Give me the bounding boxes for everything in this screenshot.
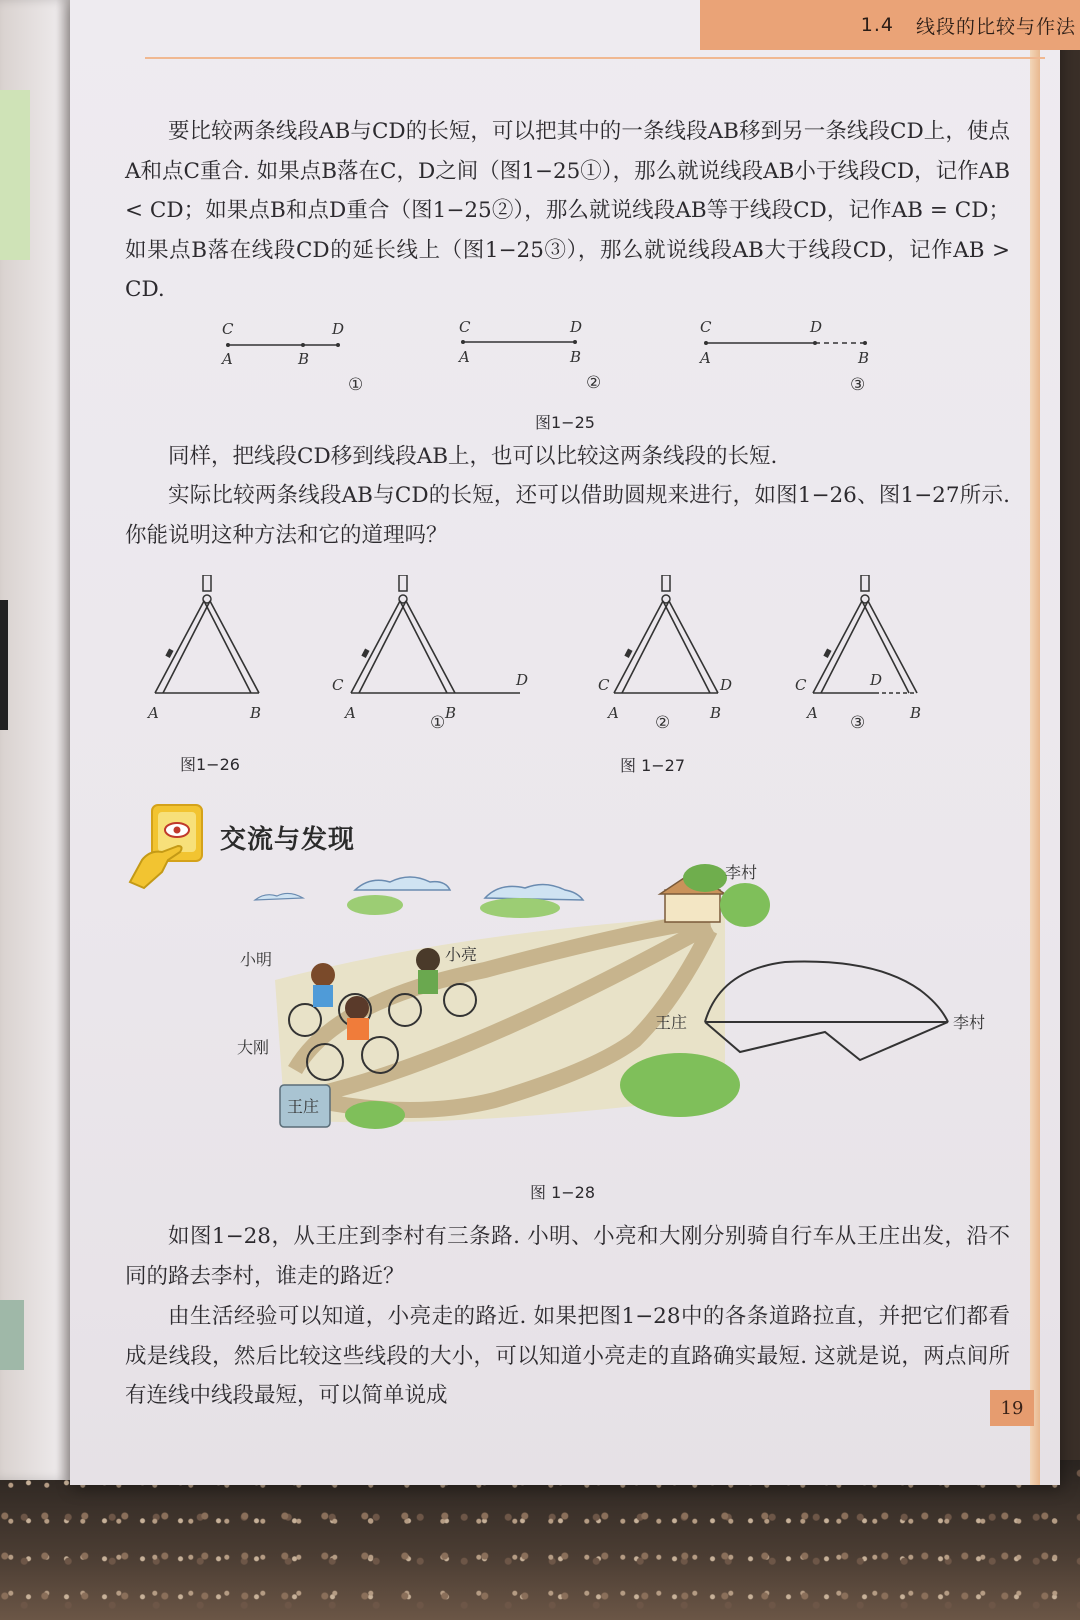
label-c: C: [795, 676, 807, 694]
label-a: A: [345, 704, 356, 722]
sub-label-3: ③: [850, 375, 866, 395]
label-a: A: [608, 704, 619, 722]
label-a: A: [148, 704, 159, 722]
paragraph-move-cd: 同样，把线段CD移到线段AB上，也可以比较这两条线段的长短.: [168, 444, 778, 469]
rider-label-xiaoliang: 小亮: [445, 945, 478, 964]
figure-1-25: [210, 318, 890, 423]
textbook-page: [70, 0, 1076, 1485]
label-b: B: [298, 350, 310, 368]
sub-label-2: ②: [655, 713, 671, 733]
label-a: A: [700, 349, 711, 367]
place-label-end: 李村: [725, 863, 758, 882]
label-c: C: [332, 676, 344, 694]
label-d: D: [570, 318, 583, 336]
section-header-title: 线段的比较与作法: [915, 15, 1076, 38]
label-d: D: [810, 318, 823, 336]
label-b: B: [858, 349, 870, 367]
header-rule: [145, 57, 1045, 59]
label-b: B: [710, 704, 722, 722]
label-c: C: [700, 318, 712, 336]
facing-page-edge: [0, 0, 70, 1480]
label-b: B: [570, 348, 582, 366]
label-c: C: [222, 320, 234, 338]
sub-label-1: ①: [430, 713, 446, 733]
page-edge-stripe: [1030, 0, 1040, 1485]
paragraph-compass: 实际比较两条线段AB与CD的长短，还可以借助圆规来进行，如图1−26、图1−27所示. 你能说明这种方法和它的道理吗？: [125, 483, 1010, 548]
caption-fig-1-26: 图1−26: [180, 755, 240, 774]
caption-fig-1-25: 图1−25: [535, 413, 595, 432]
label-a: A: [807, 704, 818, 722]
paragraph-three-roads: 如图1−28，从王庄到李村有三条路. 小明、小亮和大刚分别骑自行车从王庄出发，沿不同的路去李村，谁走的路近？: [125, 1224, 1010, 1289]
figures-compass: [140, 575, 960, 735]
rider-label-dagang: 大刚: [237, 1038, 270, 1057]
paragraph-segment-comparison: 要比较两条线段AB与CD的长短，可以把其中的一条线段AB移到另一条线段CD上，使点A和点C重合. 如果点B落在C，D之间（图1−25①），那么就说线段AB小于线段CD，记作AB < CD；如果点B和点D重合（图1−25②），那么就说线段AB等于线段CD，记作AB = CD；如果点B落在线段CD的延长线上（图1−25③），那么就说线段AB大于线段CD，记作AB > CD.: [125, 119, 1010, 302]
label-d: D: [720, 676, 733, 694]
label-c: C: [459, 318, 471, 336]
section-number: 1.4: [860, 14, 894, 36]
label-d: D: [332, 320, 345, 338]
label-b: B: [250, 704, 262, 722]
sub-label-2: ②: [586, 373, 602, 393]
figure-1-28-schematic: [655, 950, 995, 1090]
stone-label: 王庄: [287, 1097, 320, 1116]
place-label-start: 王庄: [655, 1013, 688, 1032]
label-d: D: [870, 671, 883, 689]
running-header: [700, 0, 1080, 50]
label-b: B: [910, 704, 922, 722]
rider-label-xiaoming: 小明: [240, 950, 273, 969]
page-number: 19: [990, 1390, 1034, 1426]
paragraph-shortest-path: 由生活经验可以知道，小亮走的路近. 如果把图1−28中的各条道路拉直，并把它们都看成是线段，然后比较这些线段的大小，可以知道小亮走的直路确实最短. 这就是说，两点间所有连线中线段最短，可以简单说成: [125, 1304, 1010, 1408]
caption-fig-1-28: 图 1−28: [530, 1183, 596, 1202]
sub-label-3: ③: [850, 713, 866, 733]
label-b: B: [445, 704, 457, 722]
caption-fig-1-27: 图 1−27: [620, 756, 686, 775]
label-d: D: [516, 671, 529, 689]
section-title-exchange-discovery: 交流与发现: [220, 825, 356, 855]
label-a: A: [459, 348, 470, 366]
label-c: C: [598, 676, 610, 694]
label-a: A: [222, 350, 233, 368]
place-label-end: 李村: [953, 1013, 986, 1032]
sub-label-1: ①: [348, 375, 364, 395]
